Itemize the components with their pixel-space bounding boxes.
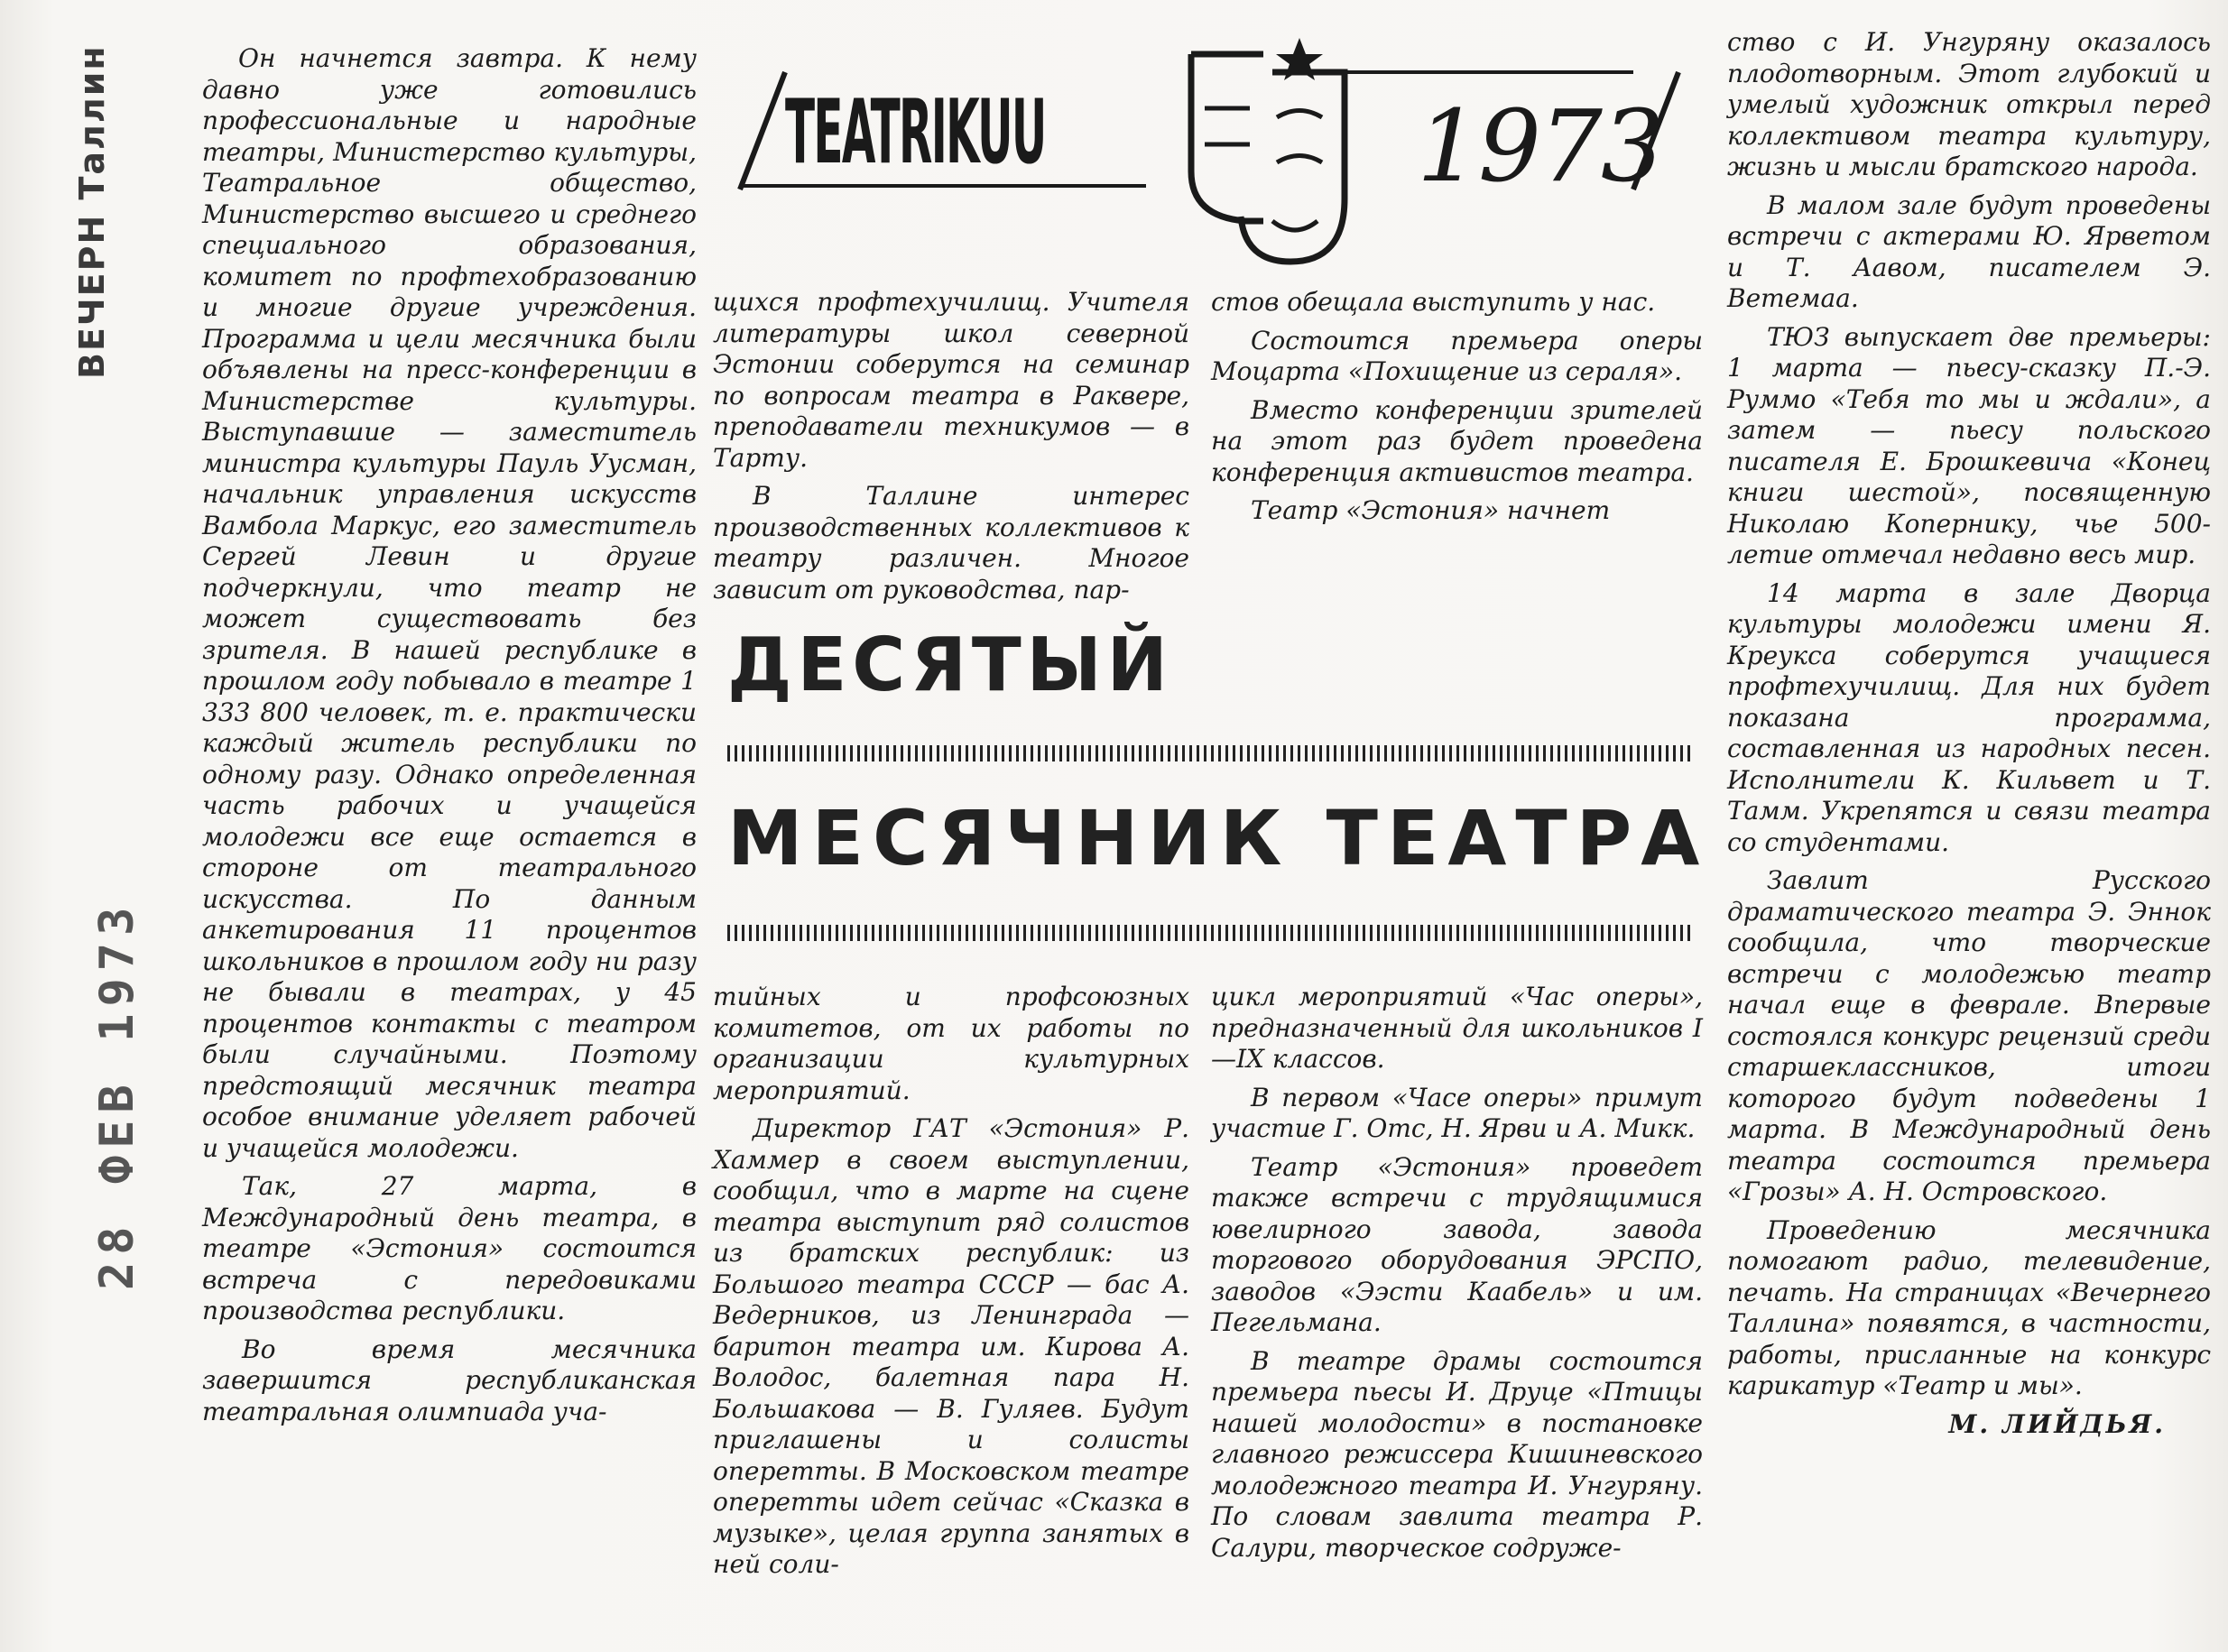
article-column-2-bottom [713,982,1189,1588]
paragraph: щихся профтехучилищ. Учителя литературы школ северной Эстонии соберутся на семинар по вопросам театра в Раквере, преподаватели техникумов — в Тарту. [713,287,1189,473]
paragraph: Во время месячника завершится республиканская театральная олимпиада уча- [202,1334,697,1426]
paragraph: цикл мероприятий «Час оперы», предназначенный для школьников I—IX классов. [1211,982,1703,1074]
paragraph: Он начнется завтра. К нему давно уже готовились профессиональные и народные театры, Министерство культуры, Театральное общество, Министерство высшего и среднего специального образования, комитет по профтехобразованию и многие другие учреждения. Программа и цели месячника были объявлены на пресс-конференции в Министерстве культуры. Выступавшие — заместитель министра культуры Пауль Уусман, начальник управления искусств Вамбола Маркус, его заместитель Сергей Левин и другие подчеркнули, что театр не может существовать без зрителя. В нашей республике в прошлом году побывало в театре 1 333 800 человек, т. е. практически каждый житель республики по одному разу. Однако определенная часть рабочих и учащейся молодежи все еще остается в стороне от театрального искусства. По данным анкетирования 11 процентов школьников в прошлом году ни разу не бывали в театрах, у 45 процентов контакты с театром были случайными. Поэтому предстоящий месячник театра особое внимание уделяет рабочей и учащейся молодежи. [202,43,697,1163]
paragraph: Состоится премьера оперы Моцарта «Похищение из сераля». [1211,325,1703,386]
headline-rule [727,925,1693,941]
headline-line-2: МЕСЯЧНИК ТЕАТРА [727,794,1709,882]
headline-rule [727,745,1693,761]
paragraph: ТЮЗ выпускает две премьеры: 1 марта — пьесу-сказку П.-Э. Руммо «Тебя то мы и ждали», а затем — пьесу польского писателя Е. Брошкевича «Конец книги шестой», посвященную Николаю Копернику, чье 500-летие отмечал недавно весь мир. [1727,321,2211,569]
paragraph: В первом «Часе оперы» примут участие Г. Отс, Н. Ярви и А. Микк. [1211,1082,1703,1143]
logo-year: 1973 [1417,88,1662,204]
article-column-3-bottom [1211,982,1703,1571]
article-column-2-top [713,287,1189,613]
paragraph: Театр «Эстония» начнет [1251,495,1611,525]
logo-wordmark: TEATRIKUU [785,81,1046,184]
paragraph: Театр «Эстония» проведет также встречи с трудящимися ювелирного завода, завода торгового оборудования ЭРСПО, заводов «Ээсти Каабель» и им. Пегельмана. [1211,1151,1703,1337]
article-column-4 [1727,27,2211,1440]
headline-line-1: ДЕСЯТЫЙ [727,623,1173,708]
article-column-3-top [1211,287,1703,534]
paragraph: В театре драмы состоится премьера пьесы И. Друце «Птицы нашей молодости» в постановке главного режиссера Кишиневского молодежного театра И. Унгуряну. По словам завлита театра Р. Салури, творческое содруже- [1211,1345,1703,1563]
paragraph: В малом зале будут проведены встречи с актерами Ю. Ярветом и Т. Аавом, писателем Э. Ветемаа. [1727,189,2211,313]
paragraph: тийных и профсоюзных комитетов, от их работы по организации культурных мероприятий. [713,982,1189,1105]
article-column-1 [202,43,697,1435]
paragraph: стов обещала выступить у нас. [1211,287,1656,317]
paragraph: Директор ГАТ «Эстония» Р. Хаммер в своем выступлении, сообщил, что в марте на сцене театра выступит ряд солистов из братских республик: из Большого театра СССР — бас А. Ведерников, из Ленинграда — баритон театра им. Кирова А. Володос, балетная пара Н. Большакова — В. Гуляев. Будут приглашены и солисты оперетты. В Московском театре оперетты идет сейчас «Сказка в музыке», целая группа занятых в ней соли- [713,1113,1189,1579]
paragraph: ство с И. Унгуряну оказалось плодотворным. Этот глубокий и умелый художник открыл перед коллективом театра культуру, жизнь и мысли братского народа. [1727,27,2211,181]
paragraph: Завлит Русского драматического театра Э. Эннок сообщила, что творческие встречи с молодежью театр начал еще в феврале. Впервые состоялся конкурс рецензий среди старшеклассников, итоги которого будут подведены 1 марта. В Международный день театра состоится премьера «Грозы» А. Н. Островского. [1727,865,2211,1206]
author-signature: М. ЛИЙДЬЯ. [1948,1408,2166,1439]
newspaper-name-stamp: ВЕЧЕРН Таллин [72,44,112,379]
date-stamp: 28 ФЕВ 1973 [90,900,144,1290]
paragraph: Так, 27 марта, в Международный день театра, в театре «Эстония» состоится встреча с передовиками производства республики. [202,1171,697,1325]
teatrikuu-logo [722,36,1706,271]
paragraph: 14 марта в зале Дворца культуры молодежи имени Я. Креукса соберутся учащиеся профтехучилищ. Для них будет показана программа, составленная из народных песен. Исполнители К. Кильвет и Т. Тамм. Укрепятся и связи театра со студентами. [1727,577,2211,857]
paragraph: Проведению месячника помогают радио, телевидение, печать. На страницах «Вечернего Таллина» появятся, в частности, работы, присланные на конкурс карикатур «Театр и мы». [1727,1214,2211,1400]
paragraph: Вместо конференции зрителей на этот раз будет проведена конференция активистов театра. [1211,394,1703,487]
paragraph: В Таллине интерес производственных коллективов к театру различен. Многое зависит от руководства, пар- [713,481,1189,605]
